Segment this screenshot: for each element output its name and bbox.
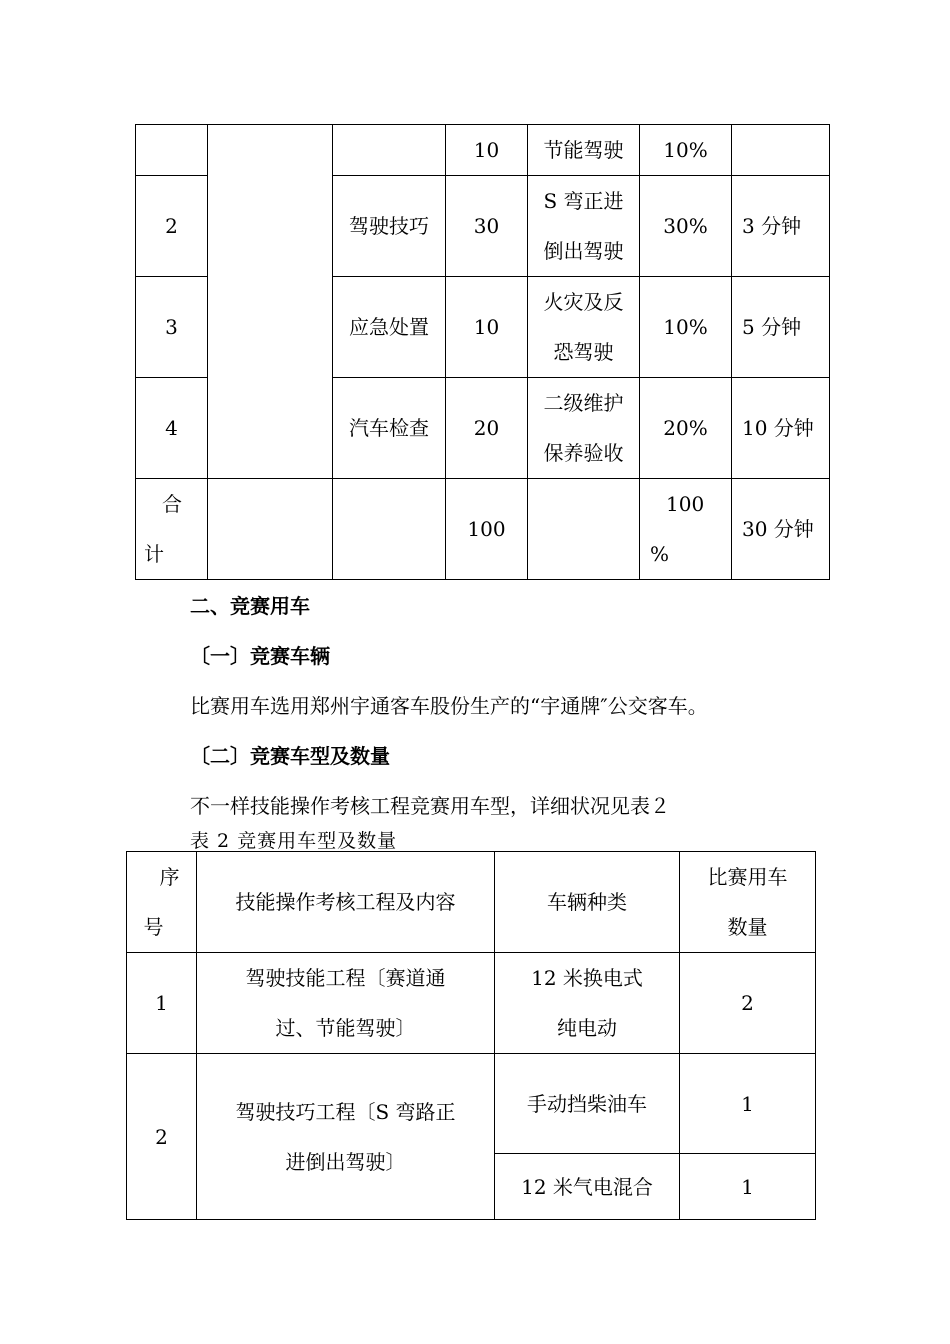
cell-no: 1 xyxy=(127,953,197,1054)
cell-project xyxy=(333,125,446,176)
table-caption: 表 2 竞赛用车型及数量 xyxy=(190,830,398,852)
cell-time xyxy=(732,125,830,176)
header-qty-line2: 数量 xyxy=(727,915,768,939)
cell-vehicle-line2: 纯电动 xyxy=(557,1016,617,1040)
cell-score: 10 xyxy=(446,125,528,176)
cell-content: 节能驾驶 xyxy=(528,125,640,176)
cell-project-line1: 驾驶技巧工程〔S 弯路正 xyxy=(235,1099,456,1124)
cell-time: 5 分钟 xyxy=(732,277,830,378)
cell-content-line2: 倒出驾驶 xyxy=(543,239,624,263)
cell-content xyxy=(528,378,640,479)
total-label-line1: 合 xyxy=(162,492,182,516)
cell-empty xyxy=(528,479,640,580)
table-row xyxy=(127,1054,816,1154)
cell-project-line2: 进倒出驾驶〕 xyxy=(285,1149,406,1174)
cell-empty xyxy=(208,479,333,580)
cell-content-line1: S 弯正进 xyxy=(543,189,624,213)
cell-project: 汽车检查 xyxy=(333,378,446,479)
cell-weight: 10% xyxy=(640,277,732,378)
cell-project-line2: 过、节能驾驶〕 xyxy=(275,1016,416,1040)
header-vehicle: 车辆种类 xyxy=(495,852,680,953)
header-project: 技能操作考核工程及内容 xyxy=(197,852,495,953)
table-row xyxy=(136,125,830,176)
cell-vehicle: 手动挡柴油车 xyxy=(495,1054,680,1154)
cell-vehicle: 12 米气电混合 xyxy=(495,1154,680,1220)
cell-empty xyxy=(333,479,446,580)
cell-no: 3 xyxy=(136,277,208,378)
cell-no: 2 xyxy=(127,1054,197,1220)
total-weight-line2: % xyxy=(650,542,670,566)
cell-time: 10 分钟 xyxy=(732,378,830,479)
cell-project xyxy=(197,1054,495,1220)
cell-weight: 10% xyxy=(640,125,732,176)
paragraph-2: 不一样技能操作考核工程竞赛用车型，详细状况见表２ xyxy=(190,794,670,818)
score-table xyxy=(135,124,830,580)
cell-total-label xyxy=(136,479,208,580)
cell-vehicle-line1: 12 米换电式 xyxy=(531,966,643,990)
cell-vehicle xyxy=(495,953,680,1054)
header-qty xyxy=(680,852,816,953)
vehicle-table xyxy=(126,851,816,1220)
cell-score: 30 xyxy=(446,176,528,277)
cell-project xyxy=(197,953,495,1054)
cell-total-score: 100 xyxy=(446,479,528,580)
table-header-row xyxy=(127,852,816,953)
cell-no: 4 xyxy=(136,378,208,479)
header-no xyxy=(127,852,197,953)
cell-content-line2: 恐驾驶 xyxy=(553,340,614,364)
cell-content xyxy=(528,277,640,378)
cell-weight: 20% xyxy=(640,378,732,479)
cell-project: 驾驶技巧 xyxy=(333,176,446,277)
cell-content-line2: 保养验收 xyxy=(543,441,624,465)
table-total-row xyxy=(136,479,830,580)
cell-score: 10 xyxy=(446,277,528,378)
cell-time: 3 分钟 xyxy=(732,176,830,277)
cell-no: 2 xyxy=(136,176,208,277)
cell-category-merged xyxy=(208,125,333,479)
cell-score: 20 xyxy=(446,378,528,479)
cell-content-line1: 火灾及反 xyxy=(543,290,624,314)
total-weight-line1: 100 xyxy=(666,492,705,516)
cell-project-line1: 驾驶技能工程〔赛道通 xyxy=(245,966,446,990)
subsection-heading-1: 〔一〕竞赛车辆 xyxy=(190,644,330,668)
total-label-line2: 计 xyxy=(144,542,164,566)
cell-project: 应急处置 xyxy=(333,277,446,378)
cell-no xyxy=(136,125,208,176)
cell-weight: 30% xyxy=(640,176,732,277)
cell-content-line1: 二级维护 xyxy=(543,391,624,415)
cell-content xyxy=(528,176,640,277)
subsection-heading-2: 〔二〕竞赛车型及数量 xyxy=(190,744,390,768)
header-no-line1: 序 xyxy=(159,865,180,889)
paragraph-1: 比赛用车选用郑州宇通客车股份生产的“宇通牌″公交客车。 xyxy=(190,694,708,718)
cell-total-time: 30 分钟 xyxy=(732,479,830,580)
cell-qty: 1 xyxy=(680,1054,816,1154)
header-no-line2: 号 xyxy=(143,915,164,939)
cell-qty: 1 xyxy=(680,1154,816,1220)
cell-qty: 2 xyxy=(680,953,816,1054)
header-qty-line1: 比赛用车 xyxy=(707,865,788,889)
section-heading: 二、竞赛用车 xyxy=(190,594,310,618)
table-row xyxy=(127,953,816,1054)
cell-total-weight xyxy=(640,479,732,580)
